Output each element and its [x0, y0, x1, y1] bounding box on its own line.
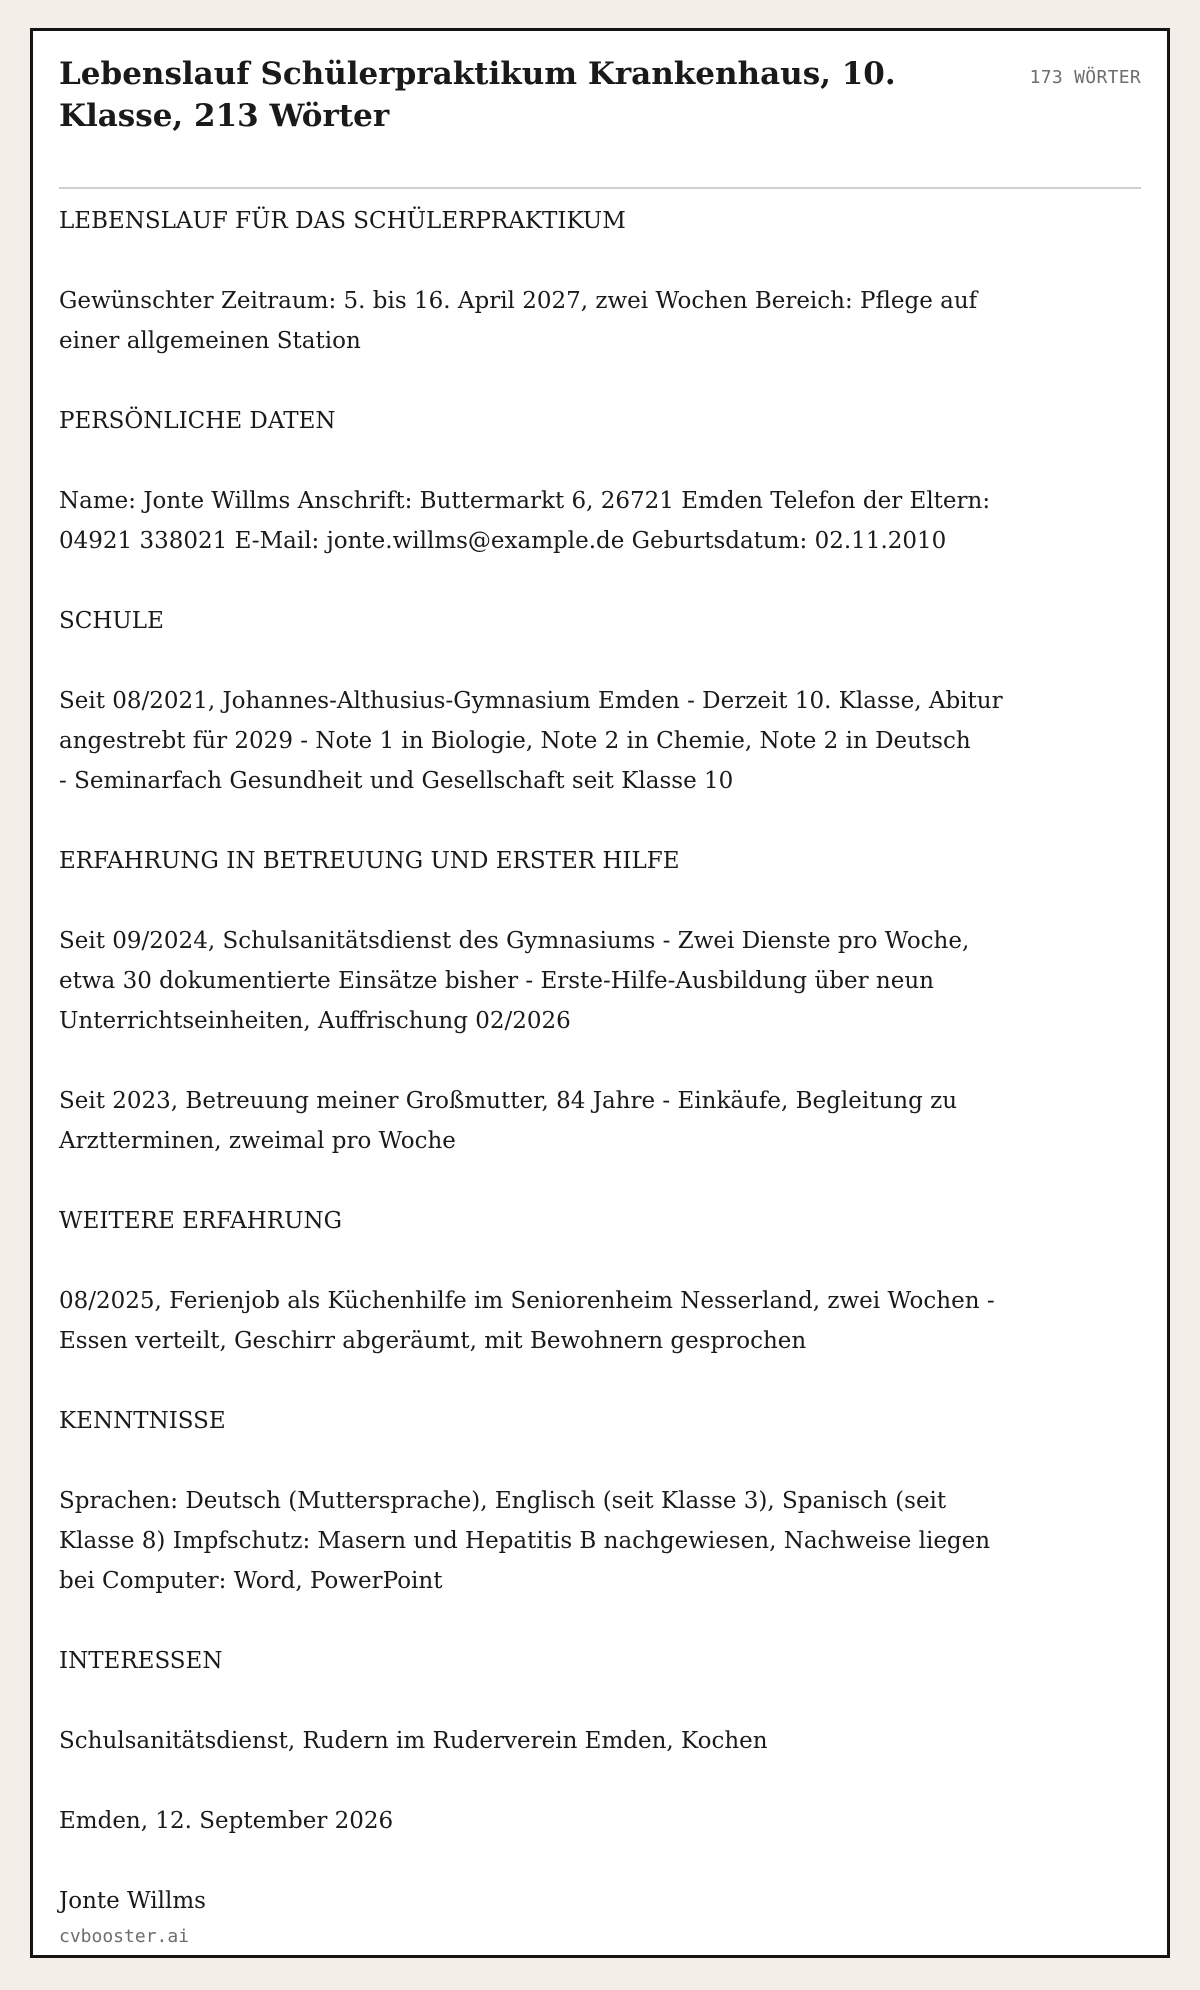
section-heading-persoenliche-daten: PERSÖNLICHE DATEN	[59, 408, 336, 434]
paragraph-interessen: Schulsanitätsdienst, Rudern im Ruderverein Emden, Kochen	[59, 1728, 768, 1754]
document-title: Lebenslauf Schülerpraktikum Krankenhaus, 10. Klasse, 213 Wörter	[59, 56, 896, 134]
paragraph-kenntnisse: Sprachen: Deutsch (Muttersprache), Englisch (seit Klasse 3), Spanisch (seit Klasse 8) Impfschutz: Masern und Hepatitis B nachgewiesen, Nachweise liegen bei Computer: Word, PowerPoint	[59, 1488, 991, 1594]
signature-name: Jonte Willms	[59, 1888, 206, 1914]
paragraph-ferienjob: 08/2025, Ferienjob als Küchenhilfe im Seniorenheim Nesserland, zwei Wochen - Essen verteilt, Geschirr abgeräumt, mit Bewohnern gesprochen	[59, 1288, 995, 1354]
paragraph-schulsanitaetsdienst: Seit 09/2024, Schulsanitätsdienst des Gymnasiums - Zwei Dienste pro Woche, etwa 30 dokumentierte Einsätze bisher - Erste-Hilfe-Ausbildung über neun Unterrichtseinheiten, Auffrischung 02/2026	[59, 928, 970, 1034]
footer-brand: cvbooster.ai	[59, 1926, 190, 1947]
section-heading-kenntnisse: KENNTNISSE	[59, 1408, 226, 1434]
document-body	[59, 201, 1059, 1921]
document-header	[59, 53, 1141, 189]
word-count-badge: 173 WÖRTER	[1029, 67, 1141, 88]
paragraph-zeitraum: Gewünschter Zeitraum: 5. bis 16. April 2027, zwei Wochen Bereich: Pflege auf einer allgemeinen Station	[59, 288, 978, 354]
section-heading-schule: SCHULE	[59, 608, 164, 634]
paragraph-schule: Seit 08/2021, Johannes-Althusius-Gymnasium Emden - Derzeit 10. Klasse, Abitur angestrebt für 2029 - Note 1 in Biologie, Note 2 in Chemie, Note 2 in Deutsch - Seminarfach Gesundheit und Gesellschaft seit Klasse 10	[59, 688, 1003, 794]
section-heading-erfahrung-betreuung: ERFAHRUNG IN BETREUUNG UND ERSTER HILFE	[59, 848, 680, 874]
place-and-date: Emden, 12. September 2026	[59, 1808, 394, 1834]
paragraph-persoenliche-daten: Name: Jonte Willms Anschrift: Buttermarkt 6, 26721 Emden Telefon der Eltern: 04921 338021 E-Mail: jonte.willms@example.de Geburtsdatum: 02.11.2010	[59, 488, 991, 554]
section-heading-lebenslauf: LEBENSLAUF FÜR DAS SCHÜLERPRAKTIKUM	[59, 208, 626, 234]
section-heading-interessen: INTERESSEN	[59, 1648, 223, 1674]
document-card	[30, 28, 1170, 1958]
section-heading-weitere-erfahrung: WEITERE ERFAHRUNG	[59, 1208, 342, 1234]
paragraph-betreuung-grossmutter: Seit 2023, Betreuung meiner Großmutter, 84 Jahre - Einkäufe, Begleitung zu Arztterminen, zweimal pro Woche	[59, 1088, 958, 1154]
